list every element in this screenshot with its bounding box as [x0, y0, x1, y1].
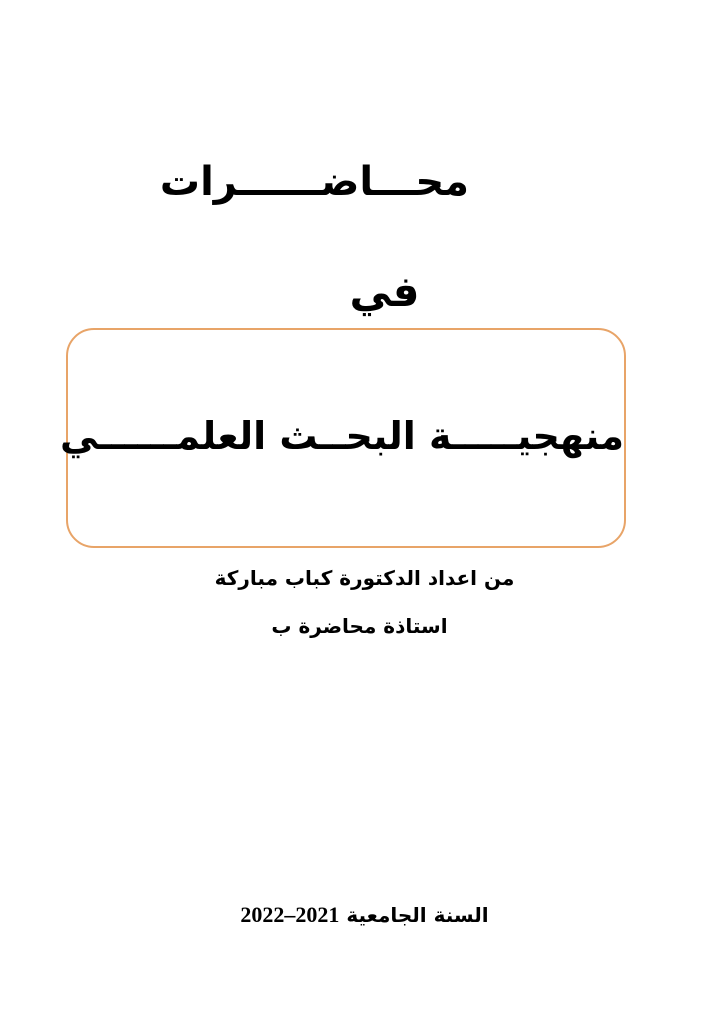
- academic-year: [0, 898, 709, 932]
- academic-year-value: 2022–2021: [240, 902, 340, 927]
- lectures-title: محـــاضــــــرات: [159, 159, 469, 205]
- subject-frame: [60, 328, 626, 548]
- subject-title: منهجيـــــة البحــث العلمــــــي: [60, 414, 624, 458]
- academic-rank: استاذة محاضرة ب: [271, 614, 448, 638]
- connector-word: في: [349, 267, 420, 316]
- academic-year-label: السنة الجامعية: [346, 903, 489, 927]
- author-line: من اعداد الدكتورة كباب مباركة: [214, 566, 515, 590]
